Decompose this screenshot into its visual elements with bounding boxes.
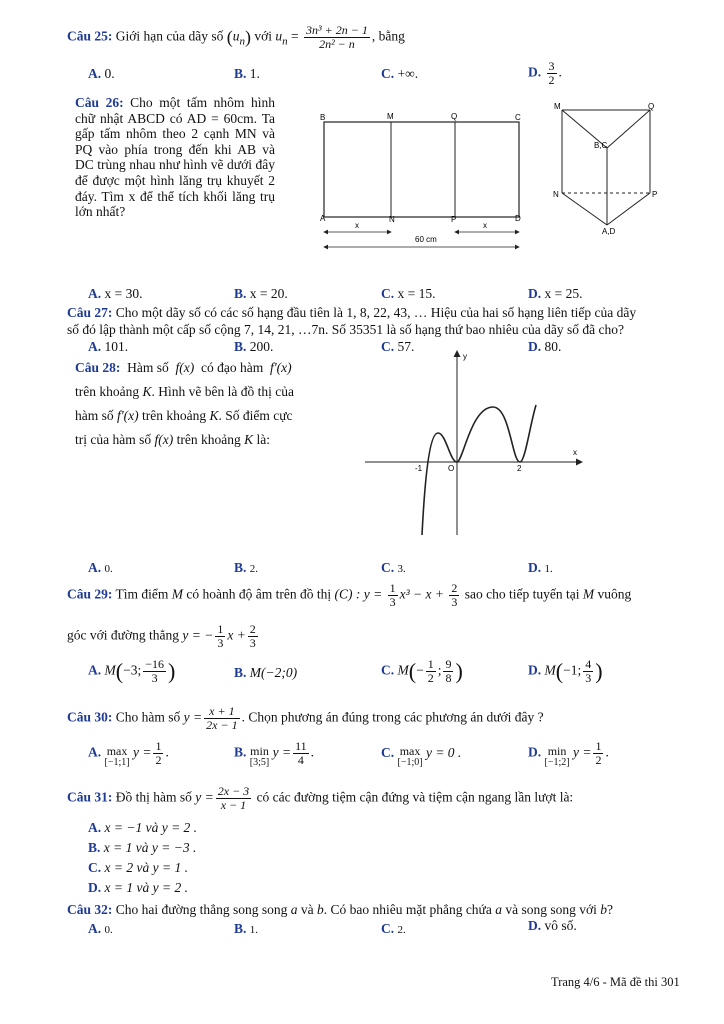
question-32: Câu 32: Cho hai đường thẳng song song a và b. Có bao nhiêu mặt phẳng chứa a và song song với b? [67, 902, 614, 917]
question-label: Câu 32: [67, 902, 113, 917]
label-p: P [451, 215, 457, 224]
question-30: Câu 30: Cho hàm số y = $\frac{x + 1}{2x - 1}$ . Chọn phương án đúng trong các phương án dưới đây ? [67, 704, 544, 732]
svg-text:A,D: A,D [602, 227, 616, 236]
question-27-line2: số đó lập thành một cấp số cộng 7, 14, 21, …7n. Số 35351 là số hạng thứ bao nhiêu của dãy số đã cho? [67, 322, 624, 337]
option-c[interactable]: C. x = 15. [381, 286, 436, 301]
option-a[interactable]: A. x = 30. [88, 286, 143, 301]
option-d[interactable]: D. M(−1; $\frac{4}{3}$ ) [528, 657, 603, 685]
option-a[interactable]: A. M(−3; $\frac{-16}{3}$ ) [88, 657, 176, 685]
question-28: Câu 28: Hàm số f(x) có đạo hàm f'(x) trên khoảng K. Hình vẽ bên là đồ thị của hàm số f'(x) trên khoảng K. Số điểm cực trị của hàm số f(x) trên khoảng K là: [75, 360, 294, 447]
question-31: Câu 31: Đồ thị hàm số y = $\frac{2x - 3}{x - 1}$ có các đường tiệm cận đứng và tiệm cận ngang lần lượt là: [67, 784, 574, 812]
question-label: Câu 28: [75, 360, 121, 375]
option-c[interactable]: C. x = 2 và y = 1 . [88, 860, 188, 875]
question-26: Câu 26: Cho một tấm nhôm hình chữ nhật ABCD có AD = 60cm. Ta gấp tấm nhôm theo 2 cạnh MN và PQ vào phía trong đến khi AB và DC trùng nhau như hình vẽ dưới đây để được một hình lăng trụ khuyết 2 đáy. Tìm x để thể tích khối lăng trụ lớn nhất? [75, 95, 275, 220]
svg-text:P: P [652, 190, 658, 199]
option-b[interactable]: B. min [3;5] y = $\frac{11}{4}$ . [234, 739, 315, 768]
option-c[interactable]: C. M(− $\frac{1}{2}$ ; $\frac{9}{8}$ ) [381, 657, 463, 685]
label-b: B [320, 113, 326, 122]
question-label: Câu 30: [67, 709, 113, 725]
question-label: Câu 31: [67, 789, 113, 805]
option-d[interactable]: D. min [−1;2] y = $\frac{1}{2}$ . [528, 739, 609, 768]
prism-figure [552, 100, 662, 240]
label-d: D [515, 214, 521, 223]
question-label: Câu 25: [67, 28, 113, 44]
aluminum-sheet-figure [310, 95, 545, 255]
svg-text:x: x [483, 221, 487, 230]
label-a: A [320, 214, 326, 223]
option-a[interactable]: A. 0. [88, 66, 115, 81]
option-b[interactable]: B. M(−2;0) [234, 665, 298, 680]
option-b[interactable]: B. x = 20. [234, 286, 288, 301]
svg-text:x: x [573, 448, 577, 457]
option-a[interactable]: A. 101. [88, 339, 129, 354]
svg-text:x: x [355, 221, 359, 230]
sheet-rect [324, 122, 519, 217]
option-c[interactable]: C. 3. [381, 560, 406, 575]
option-d[interactable]: D. 80. [528, 339, 562, 354]
option-c[interactable]: C. 57. [381, 339, 415, 354]
option-d[interactable]: D. vô số. [528, 918, 577, 933]
question-label: Câu 26: [75, 95, 124, 110]
option-c[interactable]: C. +∞. [381, 66, 419, 81]
page-footer: Trang 4/6 - Mã đề thi 301 [551, 975, 680, 989]
question-label: Câu 29: [67, 586, 113, 602]
svg-text:60 cm: 60 cm [415, 235, 437, 244]
label-n: N [389, 215, 395, 224]
option-d[interactable]: D. $\frac{3}{2}$ . [528, 59, 562, 87]
question-label: Câu 27: [67, 305, 113, 320]
option-a[interactable]: A. 0. [88, 921, 113, 936]
option-b[interactable]: B. x = 1 và y = −3 . [88, 840, 197, 855]
option-d[interactable]: D. x = 1 và y = 2 . [88, 880, 188, 895]
option-b[interactable]: B. 2. [234, 560, 259, 575]
option-a[interactable]: A. max [−1;1] y = $\frac{1}{2}$ . [88, 739, 169, 768]
svg-text:2: 2 [517, 464, 522, 473]
svg-text:M: M [554, 102, 561, 111]
svg-text:O: O [448, 464, 455, 473]
option-c[interactable]: C. 2. [381, 921, 406, 936]
option-b[interactable]: B. 1. [234, 66, 260, 81]
option-a[interactable]: A. 0. [88, 560, 113, 575]
svg-text:N: N [553, 190, 559, 199]
option-d[interactable]: D. x = 25. [528, 286, 583, 301]
svg-text:Q: Q [648, 102, 655, 111]
question-27: Câu 27: Cho một dãy số có các số hạng đầu tiên là 1, 8, 22, 43, … Hiệu của hai số hạng liên tiếp của dãy [67, 305, 637, 320]
label-m: M [387, 112, 394, 121]
question-29: Câu 29: Tìm điểm M có hoành độ âm trên đồ thị (C) : y = $\frac{1}{3}$ x³ − x + $\frac{2}{3}$ sao cho tiếp tuyến tại M vuông [67, 581, 632, 609]
label-q: Q [451, 112, 458, 121]
option-b[interactable]: B. 200. [234, 339, 274, 354]
option-c[interactable]: C. max [−1;0] y = 0 . [381, 744, 462, 768]
option-b[interactable]: B. 1. [234, 921, 259, 936]
label-c: C [515, 113, 521, 122]
svg-text:y: y [463, 352, 467, 361]
derivative-graph [360, 345, 590, 540]
option-d[interactable]: D. 1. [528, 560, 553, 575]
option-a[interactable]: A. x = −1 và y = 2 . [88, 820, 198, 835]
fraction: $\frac{\text{3n³ + 2n − 1}}{\text{2n² − n}}$ [306, 23, 368, 51]
question-29-line2: góc với đường thẳng y = − $\frac{1}{3}$ x + $\frac{2}{3}$ [67, 622, 256, 650]
question-25: Câu 25: Giới hạn của dãy số $(u_n)$ với $u_n$ = $\frac{\text{3n³ + 2n − 1}}{\text{2n² − n}}$ , bằng [67, 23, 405, 51]
svg-text:B,C: B,C [594, 141, 608, 150]
svg-text:-1: -1 [415, 464, 423, 473]
